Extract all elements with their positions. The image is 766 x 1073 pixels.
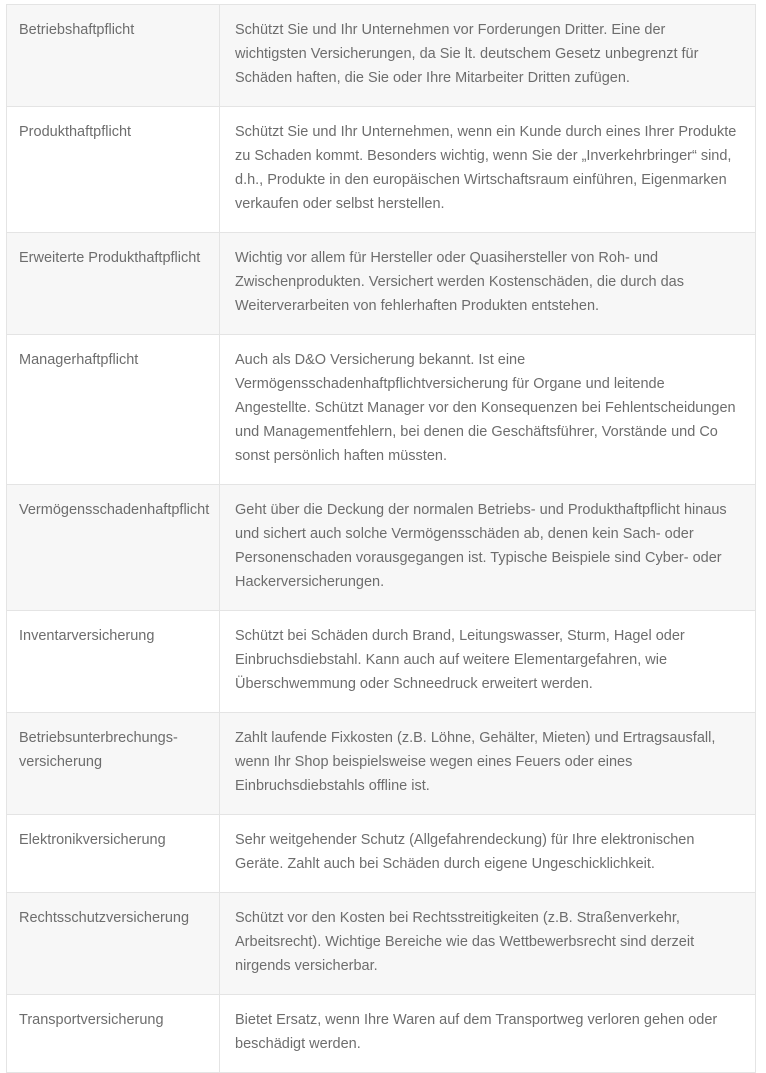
insurance-description-cell: Schützt Sie und Ihr Unternehmen vor Forderungen Dritter. Eine der wichtigsten Versicherungen, da Sie lt. deutschem Gesetz unbegrenzt für Schäden haften, die Sie oder Ihre Mitarbeiter Dritten zufügen. bbox=[220, 5, 756, 107]
insurance-description-cell: Wichtig vor allem für Hersteller oder Quasihersteller von Roh- und Zwischenprodukten. Versichert werden Kostenschäden, die durch das Weiterverarbeiten von fehlerhaften Produkten entstehen. bbox=[220, 233, 756, 335]
insurance-types-table bbox=[6, 4, 756, 1073]
table-row bbox=[7, 713, 756, 815]
insurance-description-cell: Zahlt laufende Fixkosten (z.B. Löhne, Gehälter, Mieten) und Ertragsausfall, wenn Ihr Shop beispielsweise wegen eines Feuers oder eines Einbruchsdiebstahls offline ist. bbox=[220, 713, 756, 815]
insurance-description-cell: Schützt Sie und Ihr Unternehmen, wenn ein Kunde durch eines Ihrer Produkte zu Schaden kommt. Besonders wichtig, wenn Sie der „Inverkehrbringer“ sind, d.h., Produkte in den europäischen Wirtschaftsraum einführen, Eigenmarken verkaufen oder selbst herstellen. bbox=[220, 107, 756, 233]
table-row bbox=[7, 815, 756, 893]
insurance-description-cell: Bietet Ersatz, wenn Ihre Waren auf dem Transportweg verloren gehen oder beschädigt werden. bbox=[220, 995, 756, 1073]
insurance-term-cell: Betriebshaftpflicht bbox=[7, 5, 220, 107]
insurance-table-container bbox=[6, 4, 755, 1073]
table-row bbox=[7, 995, 756, 1073]
insurance-term-cell: Produkthaftpflicht bbox=[7, 107, 220, 233]
table-row bbox=[7, 107, 756, 233]
insurance-term-cell: Rechtsschutzversicherung bbox=[7, 893, 220, 995]
table-row bbox=[7, 485, 756, 611]
insurance-description-cell: Auch als D&O Versicherung bekannt. Ist eine Vermögensschadenhaftpflichtversicherung für Organe und leitende Angestellte. Schützt Manager vor den Konsequenzen bei Fehlentscheidungen und Managementfehlern, bei denen die Geschäftsführer, Vorstände und Co sonst persönlich haften müssten. bbox=[220, 335, 756, 485]
insurance-term-cell: Betriebsunterbrechungs-versicherung bbox=[7, 713, 220, 815]
insurance-description-cell: Schützt vor den Kosten bei Rechtsstreitigkeiten (z.B. Straßenverkehr, Arbeitsrecht). Wichtige Bereiche wie das Wettbewerbsrecht sind derzeit nirgends versicherbar. bbox=[220, 893, 756, 995]
table-row bbox=[7, 335, 756, 485]
table-row bbox=[7, 611, 756, 713]
insurance-description-cell: Sehr weitgehender Schutz (Allgefahrendeckung) für Ihre elektronischen Geräte. Zahlt auch bei Schäden durch eigene Ungeschicklichkeit. bbox=[220, 815, 756, 893]
table-row bbox=[7, 5, 756, 107]
insurance-term-cell: Managerhaftpflicht bbox=[7, 335, 220, 485]
insurance-term-cell: Vermögensschadenhaftpflicht bbox=[7, 485, 220, 611]
insurance-description-cell: Geht über die Deckung der normalen Betriebs- und Produkthaftpflicht hinaus und sichert auch solche Vermögensschäden ab, denen kein Sach- oder Personenschaden vorausgegangen ist. Typische Beispiele sind Cyber- oder Hackerversicherungen. bbox=[220, 485, 756, 611]
insurance-description-cell: Schützt bei Schäden durch Brand, Leitungswasser, Sturm, Hagel oder Einbruchsdiebstahl. Kann auch auf weitere Elementargefahren, wie Überschwemmung oder Schneedruck erweitert werden. bbox=[220, 611, 756, 713]
table-row bbox=[7, 893, 756, 995]
insurance-term-cell: Elektronikversicherung bbox=[7, 815, 220, 893]
insurance-term-cell: Transportversicherung bbox=[7, 995, 220, 1073]
insurance-term-cell: Erweiterte Produkthaftpflicht bbox=[7, 233, 220, 335]
insurance-term-cell: Inventarversicherung bbox=[7, 611, 220, 713]
table-body bbox=[7, 5, 756, 1073]
table-row bbox=[7, 233, 756, 335]
